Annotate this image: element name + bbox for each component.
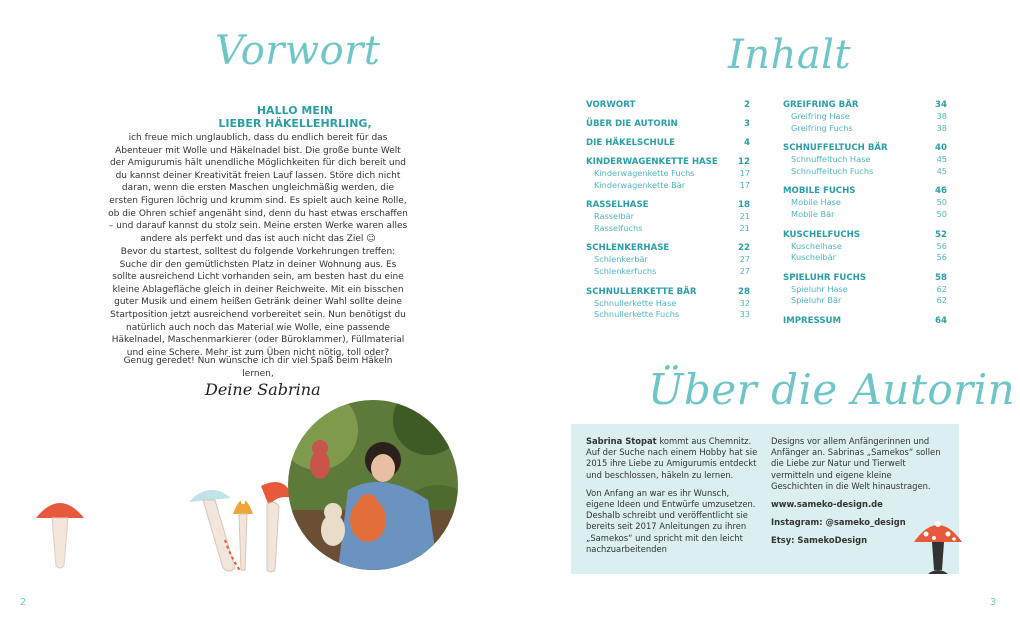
toc-page-number: 28 — [738, 286, 750, 297]
toc-sub-title: Schlenkerbär — [594, 254, 648, 265]
toc-sub-title: Kuschelhase — [791, 240, 842, 251]
toc-entry — [586, 287, 750, 321]
toc-sub-row[interactable] — [586, 309, 750, 321]
author-etsy[interactable]: Etsy: SamekoDesign — [771, 535, 868, 546]
toc-title: ÜBER DIE AUTORIN — [586, 119, 678, 129]
toc-main-row[interactable] — [783, 100, 947, 111]
toc-entry — [586, 157, 750, 191]
toc-main-row[interactable] — [783, 143, 947, 154]
toc-sub-page-number: 45 — [936, 154, 947, 165]
toc-sub-page-number: 38 — [936, 111, 947, 121]
toc-title: RASSELHASE — [586, 200, 649, 211]
toc-sub-title: Schnullerkette Hase — [594, 297, 677, 308]
author-website-link[interactable]: www.sameko-design.de — [771, 499, 883, 510]
toc-sub-title: Greifring Hase — [791, 111, 850, 121]
vorwort-title: Vorwort — [215, 28, 381, 74]
toc-sub-page-number: 21 — [739, 222, 750, 233]
toc-sub-page-number: 27 — [739, 265, 750, 276]
toc-sub-row[interactable] — [586, 298, 750, 310]
toc-page-number: 22 — [738, 243, 750, 254]
toc-sub-page-number: 17 — [739, 179, 750, 190]
toc-sub-title: Greifring Fuchs — [791, 122, 853, 133]
toc-page-number: 3 — [744, 119, 750, 129]
toc-title: DIE HÄKELSCHULE — [586, 138, 676, 148]
author-paragraph-1 — [586, 436, 758, 481]
toc-page-number: 4 — [744, 138, 750, 148]
toc-main-row[interactable] — [783, 186, 947, 197]
toc-entry — [783, 143, 947, 177]
toc-sub-page-number: 27 — [739, 254, 750, 265]
toc-entry — [783, 100, 947, 134]
toc-entry — [783, 273, 947, 307]
toc-page-number: 18 — [738, 200, 750, 211]
toc-main-row[interactable] — [586, 243, 750, 254]
toc-sub-row[interactable] — [586, 180, 750, 192]
toc-sub-page-number: 33 — [739, 309, 750, 320]
toc-title: SCHNUFFELTUCH BÄR — [783, 143, 888, 154]
toc-column-right — [783, 100, 947, 335]
page-number-left: 2 — [20, 597, 27, 608]
toc-sub-page-number: 50 — [936, 208, 947, 219]
toc-main-row[interactable] — [586, 287, 750, 298]
mushroom-illustration-group — [185, 480, 295, 580]
toc-sub-row[interactable] — [783, 209, 947, 221]
toc-main-row[interactable] — [586, 138, 750, 149]
toc-sub-title: Spieluhr Bär — [791, 295, 842, 306]
toc-entry — [783, 316, 947, 327]
toc-entry — [586, 138, 750, 149]
author-paragraph-3: Designs vor allem Anfängerinnen und Anfänger an. Sabrinas „Samekos“ sollen die Liebe zur Natur und Tierwelt vermitteln und eigene kleine Geschichten in die Welt hinaustragen. — [771, 436, 941, 491]
greeting-line-2: LIEBER HÄKELLEHRLING, — [218, 117, 372, 130]
toc-sub-row[interactable] — [586, 211, 750, 223]
toc-sub-title: Schnullerkette Fuchs — [594, 309, 680, 320]
toc-sub-page-number: 50 — [936, 197, 947, 208]
toc-sub-page-number: 17 — [739, 168, 750, 178]
toc-page-number: 46 — [935, 186, 947, 197]
author-paragraph-2: Von Anfang an war es ihr Wunsch, eigene Ideen und Entwürfe umzusetzen. Deshalb schreibt und veröffentlicht sie bereits seit 2017 Anleitungen zu ihren „Samekos“ und spricht mit den leicht nachzuarbeitenden — [586, 487, 756, 554]
toc-sub-row[interactable] — [783, 241, 947, 253]
author-text-column-1 — [586, 436, 758, 562]
toc-page-number: 40 — [935, 143, 947, 154]
toc-sub-row[interactable] — [783, 284, 947, 296]
toc-sub-page-number: 38 — [936, 122, 947, 133]
mushroom-illustration-small — [30, 490, 90, 570]
toc-main-row[interactable] — [783, 273, 947, 284]
toc-sub-row[interactable] — [783, 123, 947, 135]
author-instagram[interactable]: Instagram: @sameko_design — [771, 517, 906, 528]
toc-page-number: 64 — [935, 315, 947, 326]
toc-sub-title: Mobile Bär — [791, 208, 835, 219]
toc-sub-page-number: 62 — [936, 295, 947, 306]
toc-entry — [783, 230, 947, 264]
toc-main-row[interactable] — [783, 230, 947, 241]
toc-sub-page-number: 45 — [936, 165, 947, 176]
toc-sub-row[interactable] — [783, 111, 947, 123]
mushroom-illustration-right — [912, 512, 964, 586]
toc-column-left — [586, 100, 750, 330]
toc-sub-title: Schnuffeltuch Fuchs — [791, 165, 874, 176]
toc-sub-row[interactable] — [783, 295, 947, 307]
toc-sub-row[interactable] — [586, 223, 750, 235]
toc-main-row[interactable] — [586, 100, 750, 111]
toc-sub-page-number: 21 — [739, 211, 750, 222]
foreword-paragraph-2: Bevor du startest, solltest du folgende Vorkehrungen treffen: Suche dir den gemütlichsten Platz in deiner Wohnung aus. Es sollte ausreichend Licht vorhanden sein, am besten hast du eine kleine Ablagefläche gleich in deiner Reichweite. Mit ein bisschen guter Musik und einem heißen Getränk deiner Wahl sollte deine Startposition jetzt ausreichend vorbereitet sein. Nun benötigst du natürlich auch noch das Material wie Wolle, eine passende Häkelnadel, Maschenmarkierer (oder Büroklammer), Füllmaterial und eine Schere. Mehr ist zum Üben nicht nötig, toll oder? — [110, 247, 406, 358]
toc-sub-row[interactable] — [783, 154, 947, 166]
toc-page-number: 2 — [744, 100, 750, 110]
author-title: Über die Autorin — [648, 365, 1016, 414]
toc-sub-row[interactable] — [586, 168, 750, 180]
toc-sub-row[interactable] — [586, 266, 750, 278]
toc-sub-title: Kinderwagenkette Fuchs — [594, 168, 695, 178]
foreword-paragraph-1: ich freue mich unglaublich, dass du endlich bereit für das Abenteuer mit Wolle und Häkelnadel bist. Die große bunte Welt der Amigurumis hält unendliche Möglichkeiten für dich bereit und du kannst deiner Kreativität freien Lauf lassen. Störe dich nicht daran, wenn die ersten Maschen ungleichmäßig werden, die ersten Figuren löchrig und krumm sind. Es spielt auch keine Rolle, ob die Ohren schief angenäht sind, denn du hast etwas erschaffen – und darauf kannst du stolz sein. Meine ersten Werke waren alles andere als perfekt und das ist auch nicht das Ziel ☺ — [108, 133, 408, 244]
toc-title: SCHNULLERKETTE BÄR — [586, 286, 697, 297]
foreword-paragraph-3: Genug geredet! Nun wünsche ich dir viel Spaß beim Häkeln lernen, — [123, 356, 393, 379]
toc-sub-title: Mobile Hase — [791, 197, 841, 208]
toc-main-row[interactable] — [586, 200, 750, 211]
greeting-line-1: HALLO MEIN — [256, 104, 334, 117]
toc-sub-title: Schlenkerfuchs — [594, 265, 657, 276]
toc-entry — [586, 243, 750, 277]
toc-title: GREIFRING BÄR — [783, 100, 859, 110]
toc-main-row[interactable] — [586, 157, 750, 168]
author-paragraph-1-text: kommt aus Chemnitz. Auf der Suche nach einem Hobby hat sie 2015 ihre Liebe zu Amigurumis entdeckt und beschlossen, häkeln zu lernen. — [586, 436, 758, 480]
inhalt-title: Inhalt — [728, 32, 852, 78]
page-number-right: 3 — [990, 597, 997, 608]
greeting-heading — [170, 104, 420, 130]
toc-sub-row[interactable] — [783, 197, 947, 209]
toc-title: IMPRESSUM — [783, 315, 842, 326]
toc-page-number: 34 — [935, 100, 947, 110]
toc-title: MOBILE FUCHS — [783, 186, 856, 197]
toc-main-row[interactable] — [783, 316, 947, 327]
toc-entry — [586, 119, 750, 130]
toc-sub-row[interactable] — [586, 254, 750, 266]
toc-page-number: 58 — [935, 272, 947, 283]
toc-title: KINDERWAGENKETTE HASE — [586, 157, 718, 167]
toc-sub-page-number: 32 — [739, 297, 750, 308]
toc-entry — [586, 100, 750, 111]
toc-page-number: 52 — [935, 229, 947, 240]
toc-sub-title: Schnuffeltuch Hase — [791, 154, 871, 165]
toc-sub-page-number: 62 — [936, 283, 947, 294]
toc-sub-row[interactable] — [783, 166, 947, 178]
toc-sub-title: Kinderwagenkette Bär — [594, 179, 686, 190]
toc-sub-page-number: 56 — [936, 252, 947, 263]
author-name: Sabrina Stopat — [586, 436, 657, 446]
toc-title: SCHLENKERHASE — [586, 243, 670, 254]
toc-title: SPIELUHR FUCHS — [783, 272, 867, 283]
toc-main-row[interactable] — [586, 119, 750, 130]
toc-title: VORWORT — [586, 100, 636, 110]
toc-sub-title: Rasselfuchs — [594, 222, 643, 233]
toc-sub-title: Kuschelbär — [791, 252, 836, 263]
toc-page-number: 12 — [738, 157, 750, 167]
toc-sub-row[interactable] — [783, 252, 947, 264]
toc-entry — [783, 186, 947, 220]
author-photo — [288, 400, 458, 570]
toc-sub-title: Rasselbär — [594, 211, 634, 222]
toc-title: KUSCHELFUCHS — [783, 229, 861, 240]
toc-entry — [586, 200, 750, 234]
toc-sub-page-number: 56 — [936, 240, 947, 251]
signature: Deine Sabrina — [205, 380, 321, 399]
toc-sub-title: Spieluhr Hase — [791, 283, 848, 294]
